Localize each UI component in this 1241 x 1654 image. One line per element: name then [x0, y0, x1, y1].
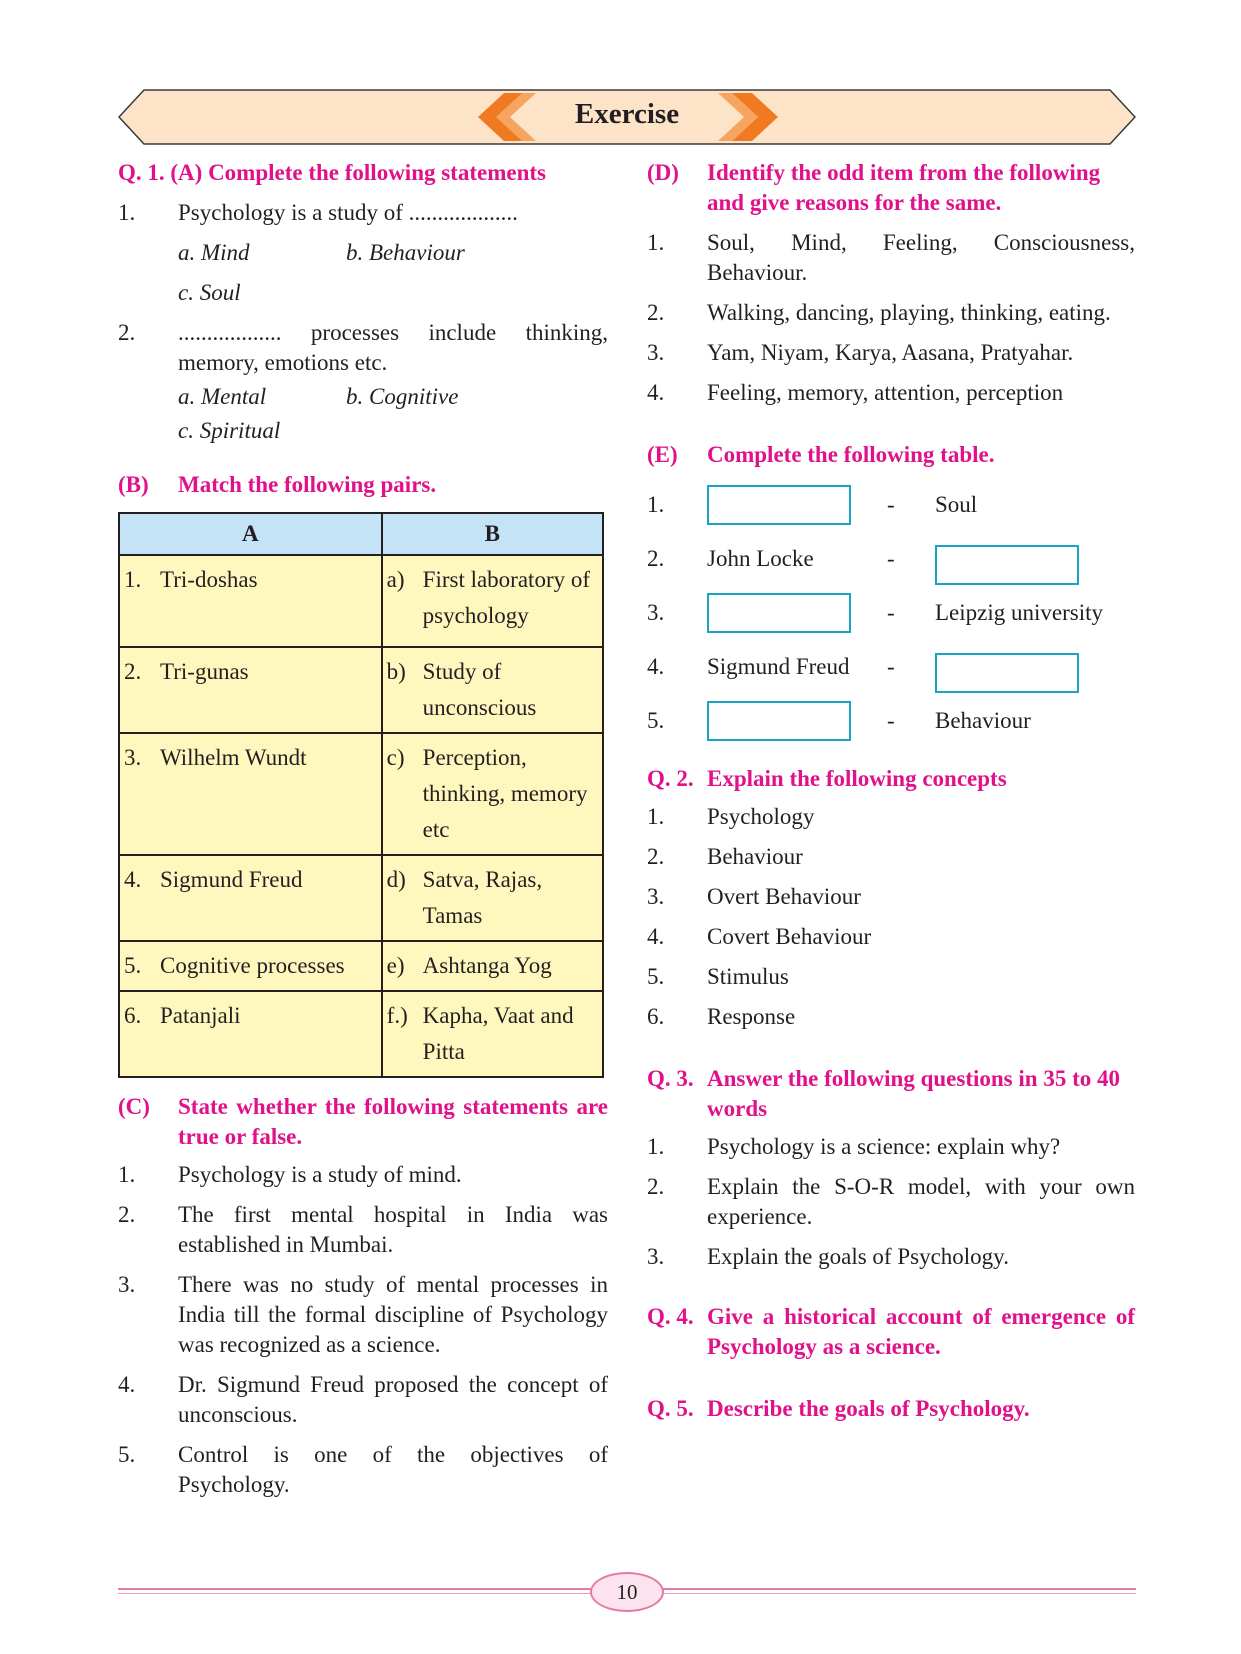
q1-c-list: [118, 1160, 608, 1500]
table-row: 5. - Behaviour: [647, 694, 1135, 748]
q1-a-heading-text: (A) Complete the following statements: [170, 160, 546, 185]
blank-box: [707, 485, 851, 525]
table-row: 3. Wilhelm Wundt c) Perception, thinking, memory etc: [119, 733, 603, 855]
option: a. Mental: [178, 384, 267, 409]
options: [178, 238, 608, 268]
left-column: [118, 158, 608, 1500]
list-item: 5. Control is one of the objectives of Psychology.: [118, 1442, 608, 1497]
complete-table: [647, 478, 1135, 748]
options: [178, 416, 608, 446]
table-row: 3. - Leipzig university: [647, 586, 1135, 640]
list-item: 2. The first mental hospital in India was established in Mumbai.: [118, 1202, 608, 1257]
q1-b-heading: (B) Match the following pairs.: [118, 472, 437, 497]
option: c. Spiritual: [178, 418, 281, 443]
list-item: 2. .................. processes include thinking, memory, emotions etc.: [118, 320, 608, 375]
list-item: 3. There was no study of mental processes in India till the formal discipline of Psychology was recognized as a science.: [118, 1272, 608, 1357]
list-item: 1. Psychology is a study of ...................: [118, 200, 518, 225]
list-item: 2. Explain the S-O-R model, with your own experience.: [647, 1174, 1135, 1229]
exercise-banner: [118, 89, 1136, 145]
q5-heading: Q. 5. Describe the goals of Psychology.: [647, 1396, 1030, 1421]
list-item: 1. Psychology: [647, 804, 815, 829]
list-item: 3. Yam, Niyam, Karya, Aasana, Pratyahar.: [647, 340, 1074, 365]
q3-heading: Q. 3. Answer the following questions in 35 to 40 words: [647, 1066, 1120, 1121]
q4-heading: Q. 4. Give a historical account of emergence of Psychology as a science.: [647, 1304, 1135, 1359]
table-row: 2. John Locke -: [647, 532, 1135, 586]
q1-d-heading: (D) Identify the odd item from the following and give reasons for the same.: [647, 160, 1101, 215]
option: b. Cognitive: [346, 384, 459, 409]
options: [178, 278, 608, 308]
option: c. Soul: [178, 280, 241, 305]
table-row: 5. Cognitive processes e) Ashtanga Yog: [119, 941, 603, 991]
list-item: 2. Behaviour: [647, 844, 803, 869]
blank-box: [707, 701, 851, 741]
table-row: 6. Patanjali f.) Kapha, Vaat and Pitta: [119, 991, 603, 1077]
q2-heading: Q. 2. Explain the following concepts: [647, 766, 1007, 791]
options: [178, 382, 608, 412]
q1-label: Q. 1.: [118, 160, 165, 185]
list-item: 4. Feeling, memory, attention, perception: [647, 380, 1064, 405]
list-item: 2. Walking, dancing, playing, thinking, eating.: [647, 300, 1111, 325]
table-row: 1. Tri-doshas a) First laboratory of psychology: [119, 555, 603, 647]
q2-list: [647, 802, 1135, 1032]
blank-box: [935, 653, 1079, 693]
q1-a-list: [118, 198, 608, 446]
list-item: 3. Overt Behaviour: [647, 884, 861, 909]
list-item: 4. Dr. Sigmund Freud proposed the concept of unconscious.: [118, 1372, 608, 1427]
list-item: 6. Response: [647, 1004, 796, 1029]
table-row: 4. Sigmund Freud d) Satva, Rajas, Tamas: [119, 855, 603, 941]
exercise-title: Exercise: [574, 98, 680, 130]
list-item: 4. Covert Behaviour: [647, 924, 872, 949]
q1-e-heading: (E) Complete the following table.: [647, 442, 995, 467]
blank-box: [935, 545, 1079, 585]
list-item: 1. Psychology is a science: explain why?: [647, 1134, 1061, 1159]
list-item: 1. Soul, Mind, Feeling, Consciousness, Behaviour.: [647, 230, 1135, 285]
q1-c-heading: (C) State whether the following statements are true or false.: [118, 1094, 608, 1149]
page-footer: [118, 1570, 1136, 1610]
option: a. Mind: [178, 240, 250, 265]
match-table: [118, 512, 604, 1078]
right-column: [647, 158, 1135, 1424]
table-row: 1. - Soul: [647, 478, 1135, 532]
list-item: 5. Stimulus: [647, 964, 789, 989]
list-item: 1. Psychology is a study of mind.: [118, 1162, 462, 1187]
column-header-b: B: [382, 513, 603, 555]
q1-d-list: [647, 228, 1135, 408]
q1-a-heading: [118, 158, 608, 188]
option: b. Behaviour: [346, 240, 465, 265]
q3-list: [647, 1132, 1135, 1272]
page-number: 10: [590, 1572, 664, 1612]
table-row: 2. Tri-gunas b) Study of unconscious: [119, 647, 603, 733]
blank-box: [707, 593, 851, 633]
list-item: 3. Explain the goals of Psychology.: [647, 1244, 1009, 1269]
table-row: 4. Sigmund Freud -: [647, 640, 1135, 694]
column-header-a: A: [119, 513, 382, 555]
